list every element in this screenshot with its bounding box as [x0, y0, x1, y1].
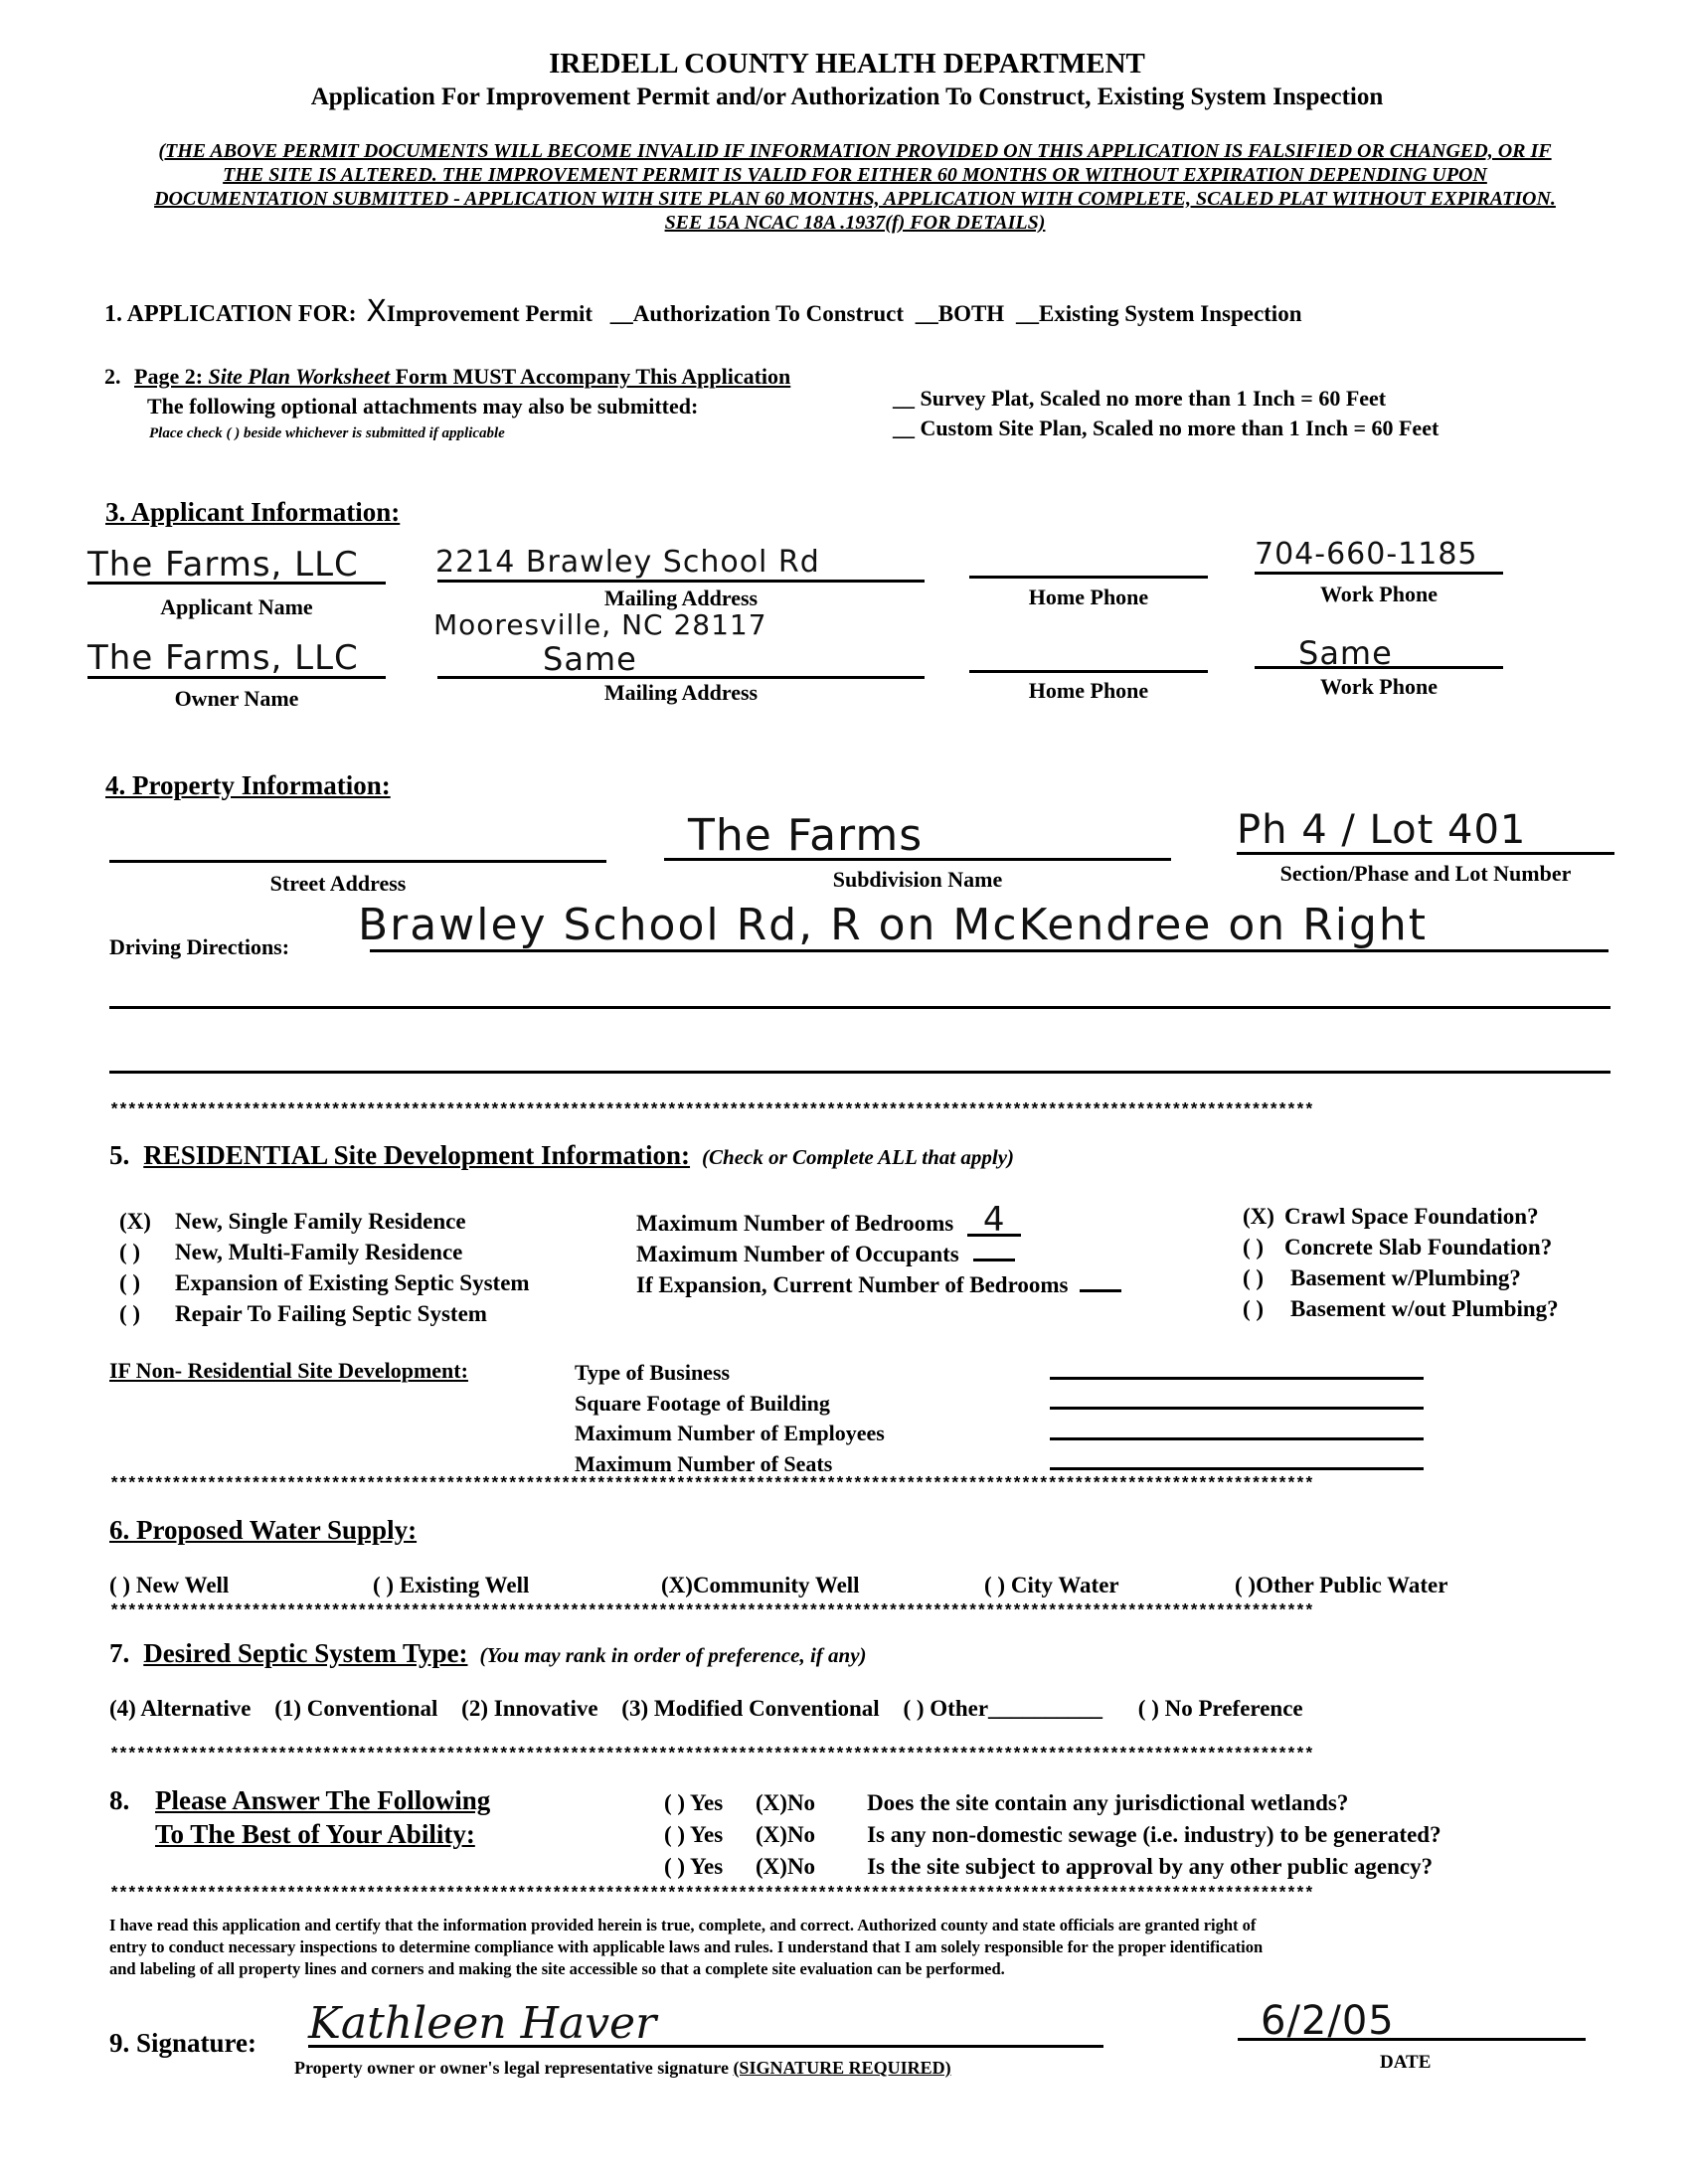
water-option-existing-well[interactable] [373, 1573, 661, 1598]
option-label: New Well [135, 1573, 230, 1597]
owner-name-label: Owner Name [174, 686, 299, 711]
checkbox[interactable]: ( ) [1235, 1573, 1257, 1597]
foundation-option[interactable] [1243, 1262, 1559, 1293]
subdivision-value[interactable]: The Farms [688, 810, 924, 861]
survey-plat-blank[interactable]: __ [893, 386, 915, 411]
option-label: Other__________ [930, 1696, 1103, 1721]
form-title: IREDELL COUNTY HEALTH DEPARTMENT [549, 48, 1145, 80]
checkbox[interactable]: ( ) [1243, 1235, 1265, 1260]
max-employees-field[interactable] [1050, 1437, 1424, 1440]
owner-mailing-line [437, 676, 925, 679]
owner-mailing-value[interactable]: Same [543, 640, 637, 678]
improvement-permit-check[interactable]: X [366, 294, 387, 329]
driving-directions-value[interactable]: Brawley School Rd, R on McKendree on Right [358, 900, 1429, 950]
driving-directions-label: Driving Directions: [109, 934, 290, 959]
option-label: New, Single Family Residence [175, 1209, 466, 1234]
applicant-name-label: Applicant Name [160, 594, 313, 619]
expansion-bedrooms-label: If Expansion, Current Number of Bedrooms [636, 1272, 1069, 1297]
foundation-list [1243, 1201, 1559, 1324]
improvement-permit-label: Improvement Permit [386, 301, 593, 326]
date-value[interactable]: 6/2/05 [1261, 1998, 1395, 2044]
square-footage-field[interactable] [1050, 1407, 1424, 1410]
septic-option-other[interactable] [903, 1696, 1102, 1721]
option-label: Innovative [493, 1696, 598, 1721]
signature-caption-text: Property owner or owner's legal representative signature [294, 2058, 734, 2078]
option-label: New, Multi-Family Residence [175, 1240, 463, 1264]
checkbox[interactable]: ( ) [119, 1301, 141, 1326]
heading-part: Site Plan Worksheet [208, 364, 391, 389]
subdivision-label: Subdivision Name [832, 867, 1003, 892]
rank-field[interactable]: (1) [274, 1696, 302, 1721]
max-bedrooms-value[interactable]: 4 [967, 1206, 1021, 1237]
both-label: BOTH [937, 301, 1005, 326]
section-lot-line [1237, 852, 1614, 855]
driving-directions-line-3[interactable] [109, 1071, 1610, 1074]
notice-line: SEE 15A NCAC 18A .1937(f) FOR DETAILS) [664, 212, 1046, 234]
septic-note: (You may rank in order of preference, if any) [479, 1643, 867, 1667]
type-of-business-field[interactable] [1050, 1377, 1424, 1380]
checkbox-checked[interactable]: (X) [119, 1209, 151, 1234]
foundation-option[interactable] [1243, 1201, 1559, 1232]
water-option-other-public[interactable] [1235, 1573, 1447, 1597]
answer-heading-1: Please Answer The Following [155, 1785, 491, 1815]
no-label: No [786, 1822, 816, 1847]
section-number: 2. [104, 364, 121, 389]
answer-heading-2: To The Best of Your Ability: [155, 1819, 475, 1849]
residence-counts [636, 1200, 1121, 1300]
optional-attachments-text: The following optional attachments may also be submitted: [147, 394, 699, 419]
square-footage-label: Square Footage of Building [575, 1390, 830, 1416]
residence-type-option[interactable] [119, 1237, 530, 1267]
owner-work-phone-label: Work Phone [1320, 674, 1438, 699]
rank-field[interactable]: (4) [109, 1696, 136, 1721]
survey-plat-label: Survey Plat, Scaled no more than 1 Inch = 60 Feet [920, 386, 1387, 411]
no-label: No [786, 1854, 816, 1879]
custom-site-plan-blank[interactable]: __ [893, 416, 915, 440]
max-seats-label: Maximum Number of Seats [575, 1450, 833, 1476]
separator-stars: **************************************************************************************************************************************** [109, 1746, 1313, 1764]
owner-mailing-label: Mailing Address [603, 680, 759, 705]
section-number: 5. [109, 1140, 130, 1170]
septic-heading-row [109, 1638, 867, 1669]
date-label: DATE [1380, 2052, 1432, 2073]
septic-option-alternative[interactable] [109, 1696, 251, 1721]
checkbox[interactable]: ( ) [109, 1573, 131, 1597]
residential-heading-row [109, 1140, 1014, 1171]
notice-line: (THE ABOVE PERMIT DOCUMENTS WILL BECOME INVALID IF INFORMATION PROVIDED ON THIS APPLICATION IS FALSIFIED OR CHANGED, OR IF [158, 140, 1552, 162]
question-text: Does the site contain any jurisdictional wetlands? [867, 1790, 1349, 1815]
no-option-checked[interactable]: (X) [756, 1790, 787, 1815]
authorization-label: Authorization To Construct [632, 301, 904, 326]
question-row [664, 1787, 1441, 1819]
max-employees-label: Maximum Number of Employees [575, 1421, 885, 1445]
checkbox[interactable]: ( ) [119, 1240, 141, 1264]
option-label: No Preference [1164, 1696, 1303, 1721]
septic-option-conventional[interactable] [274, 1696, 437, 1721]
option-label: Crawl Space Foundation? [1284, 1204, 1539, 1229]
existing-inspection-label: Existing System Inspection [1038, 301, 1302, 326]
foundation-option[interactable] [1243, 1293, 1559, 1324]
rank-field[interactable]: (3) [621, 1696, 649, 1721]
option-label: Community Well [692, 1573, 860, 1597]
yes-option[interactable]: ( ) Yes [664, 1854, 724, 1879]
question-text: Is the site subject to approval by any other public agency? [867, 1854, 1434, 1879]
option-label: City Water [1010, 1573, 1119, 1597]
max-occupants-label: Maximum Number of Occupants [636, 1242, 959, 1266]
separator-stars: **************************************************************************************************************************************** [109, 1101, 1313, 1120]
owner-name-value[interactable]: The Farms, LLC [87, 638, 359, 678]
no-option-checked[interactable]: (X) [756, 1854, 787, 1879]
option-label: Concrete Slab Foundation? [1284, 1235, 1553, 1260]
max-occupants-field[interactable] [973, 1239, 1015, 1261]
applicant-info-heading: 3. Applicant Information: [105, 497, 401, 527]
property-info-heading: 4. Property Information: [105, 770, 391, 800]
section-number: 8. [109, 1785, 130, 1815]
applicant-home-phone-label: Home Phone [1028, 585, 1149, 609]
residential-note: (Check or Complete ALL that apply) [702, 1145, 1015, 1169]
signature-line [308, 2045, 1103, 2048]
foundation-option[interactable] [1243, 1232, 1559, 1262]
no-option-checked[interactable]: (X) [756, 1822, 787, 1847]
applicant-mailing-city[interactable]: Mooresville, NC 28117 [433, 608, 767, 641]
rank-field[interactable]: ( ) [903, 1696, 925, 1721]
owner-home-phone-line[interactable] [969, 670, 1208, 673]
notice-line: THE SITE IS ALTERED. THE IMPROVEMENT PERMIT IS VALID FOR EITHER 60 MONTHS OR WITHOUT EXPIRATION DEPENDING UPON [223, 164, 1487, 186]
applicant-name-value[interactable]: The Farms, LLC [87, 545, 359, 585]
application-for-row [104, 294, 1302, 329]
place-check-note: Place check ( ) beside whichever is submitted if applicable [149, 425, 505, 441]
signature-value[interactable]: Kathleen Haver [308, 1998, 657, 2049]
nonres-label: IF Non- Residential Site Development: [109, 1358, 468, 1383]
water-option-city-water[interactable] [984, 1573, 1235, 1598]
applicant-mailing-label: Mailing Address [603, 586, 759, 610]
option-label: Expansion of Existing Septic System [175, 1270, 530, 1295]
checkbox[interactable]: ( ) [1243, 1265, 1265, 1290]
max-occupants-row [636, 1239, 1121, 1269]
max-seats-field[interactable] [1050, 1467, 1424, 1470]
date-line [1238, 2038, 1586, 2041]
water-supply-heading: 6. Proposed Water Supply: [109, 1515, 418, 1545]
no-label: No [786, 1790, 816, 1815]
notice-line: DOCUMENTATION SUBMITTED - APPLICATION WITH SITE PLAN 60 MONTHS, APPLICATION WITH COMPLETE, SCALED PLAT WITHOUT EXPIRATION. [154, 188, 1556, 210]
subdivision-line [664, 858, 1171, 861]
signature-required: (SIGNATURE REQUIRED) [733, 2058, 951, 2078]
owner-home-phone-label: Home Phone [1028, 678, 1149, 703]
both-blank[interactable]: __ [915, 301, 938, 326]
septic-option-innovative[interactable] [461, 1696, 597, 1721]
expansion-bedrooms-row [636, 1269, 1121, 1300]
signature-caption [294, 2058, 951, 2079]
applicant-mailing-value[interactable]: 2214 Brawley School Rd [435, 545, 820, 580]
nonres-fields [575, 1358, 885, 1479]
checkbox-checked[interactable]: (X) [661, 1573, 693, 1597]
certification-line: I have read this application and certify that the information provided herein is true, complete, and correct. Authorized county and state officials are granted right of [109, 1916, 1257, 1934]
applicant-name-line [87, 582, 386, 585]
rank-field[interactable]: ( ) [1137, 1696, 1159, 1721]
option-label: Basement w/Plumbing? [1290, 1265, 1521, 1290]
driving-directions-line-1 [370, 949, 1609, 952]
applicant-work-phone-line [1255, 572, 1503, 575]
separator-stars: **************************************************************************************************************************************** [109, 1475, 1313, 1494]
yes-option[interactable]: ( ) Yes [664, 1822, 724, 1847]
checkbox[interactable]: ( ) [119, 1270, 141, 1295]
water-option-community-well[interactable] [661, 1573, 984, 1598]
heading-part: Page 2: [134, 364, 209, 389]
option-label: Alternative [140, 1696, 252, 1721]
form-subtitle: Application For Improvement Permit and/or Authorization To Construct, Existing System Inspection [310, 84, 1384, 110]
option-label: Modified Conventional [653, 1696, 880, 1721]
rank-field[interactable]: (2) [461, 1696, 488, 1721]
applicant-work-phone-value[interactable]: 704-660-1185 [1255, 537, 1478, 572]
checkbox[interactable]: ( ) [984, 1573, 1006, 1597]
validity-notice [85, 139, 1625, 235]
custom-site-plan-label: Custom Site Plan, Scaled no more than 1 Inch = 60 Feet [920, 416, 1440, 440]
residence-type-option[interactable] [119, 1206, 530, 1237]
applicant-work-phone-label: Work Phone [1320, 582, 1438, 606]
heading-part: Form MUST Accompany This Application [390, 364, 791, 389]
option-label: Repair To Failing Septic System [175, 1301, 487, 1326]
checkbox-checked[interactable]: (X) [1243, 1204, 1274, 1229]
applicant-home-phone-line[interactable] [969, 576, 1208, 579]
owner-name-line [87, 676, 386, 679]
residence-type-list [119, 1206, 530, 1329]
option-label: Basement w/out Plumbing? [1290, 1296, 1559, 1321]
street-address-line[interactable] [109, 860, 606, 863]
site-plan-heading [104, 364, 790, 390]
signature-label: 9. Signature: [109, 2028, 257, 2058]
section-lot-value[interactable]: Ph 4 / Lot 401 [1237, 807, 1527, 853]
water-supply-options [109, 1573, 1447, 1598]
type-of-business-label: Type of Business [575, 1360, 731, 1385]
option-label: Existing Well [399, 1573, 530, 1597]
certification-line: and labeling of all property lines and corners and making the site accessible so that a complete site evaluation can be performed. [109, 1959, 1005, 1978]
residential-heading: RESIDENTIAL Site Development Information: [143, 1140, 691, 1170]
existing-inspection-blank[interactable]: __ [1015, 301, 1039, 326]
septic-heading: Desired Septic System Type: [143, 1638, 468, 1668]
separator-stars: **************************************************************************************************************************************** [109, 1885, 1313, 1904]
applicant-mailing-line [437, 580, 925, 583]
certification-text [109, 1915, 1263, 1980]
yes-no-answers [664, 1787, 1441, 1883]
residence-type-option[interactable] [119, 1298, 530, 1329]
septic-option-no-preference[interactable] [1138, 1696, 1303, 1721]
checkbox[interactable]: ( ) [1243, 1296, 1265, 1321]
max-bedrooms-label: Maximum Number of Bedrooms [636, 1211, 954, 1236]
certification-line: entry to conduct necessary inspections to determine compliance with applicable laws and rules. I understand that I am solely responsible for the proper identification [109, 1937, 1264, 1956]
authorization-blank[interactable]: __ [609, 301, 633, 326]
section-lot-label: Section/Phase and Lot Number [1279, 861, 1572, 886]
residence-type-option[interactable] [119, 1267, 530, 1298]
owner-work-phone-value[interactable]: Same [1298, 634, 1393, 672]
separator-stars: **************************************************************************************************************************************** [109, 1602, 1313, 1621]
owner-work-phone-line [1255, 666, 1503, 669]
attachment-custom-site-plan [893, 416, 1439, 441]
septic-options [109, 1696, 1303, 1722]
section-number: 7. [109, 1638, 130, 1668]
attachment-survey-plat [893, 386, 1386, 412]
yes-option[interactable]: ( ) Yes [664, 1790, 724, 1815]
max-bedrooms-row [636, 1200, 1121, 1240]
septic-option-modified[interactable] [621, 1696, 879, 1721]
application-for-label: 1. APPLICATION FOR: [104, 301, 357, 327]
question-row [664, 1851, 1441, 1883]
question-row [664, 1819, 1441, 1851]
option-label: Conventional [306, 1696, 438, 1721]
option-label: Other Public Water [1256, 1573, 1448, 1597]
water-option-new-well[interactable] [109, 1573, 373, 1598]
checkbox[interactable]: ( ) [373, 1573, 395, 1597]
expansion-bedrooms-field[interactable] [1080, 1269, 1121, 1292]
question-text: Is any non-domestic sewage (i.e. industry) to be generated? [867, 1822, 1441, 1847]
driving-directions-line-2[interactable] [109, 1006, 1610, 1009]
street-address-label: Street Address [269, 871, 407, 896]
